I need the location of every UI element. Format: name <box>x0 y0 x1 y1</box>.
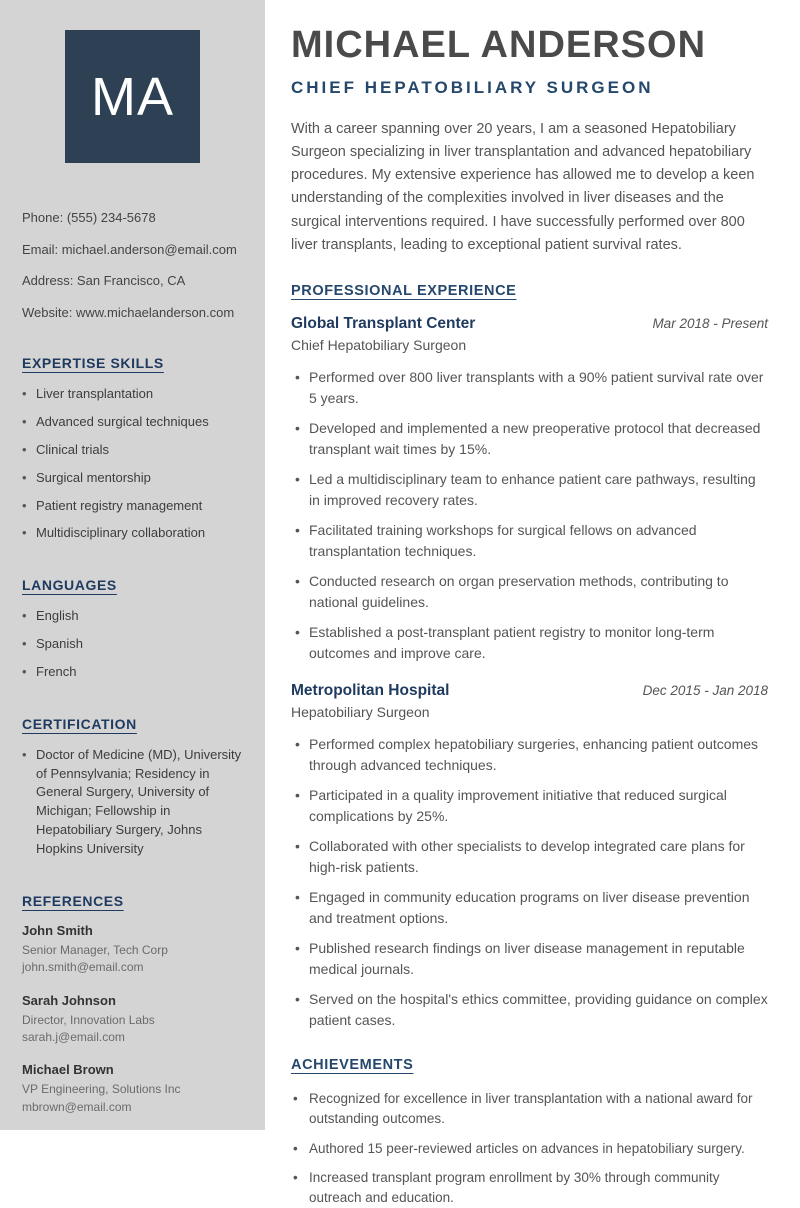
reference-title: Senior Manager, Tech Corp <box>22 942 168 957</box>
contact-email: Email: michael.anderson@email.com <box>22 241 237 257</box>
job-bullet: • Performed over 800 liver transplants with a 90% patient survival rate over 5 years. <box>291 367 768 409</box>
skills-heading: EXPERTISE SKILLS <box>22 355 164 372</box>
job-bullet-list <box>291 367 768 664</box>
job-header <box>291 315 768 333</box>
job-bullet: • Established a post-transplant patient registry to monitor long-term outcomes and improve care. <box>291 622 768 664</box>
job-bullet: • Led a multidisciplinary team to enhance patient care pathways, resulting in improved recovery rates. <box>291 469 768 511</box>
reference-item <box>22 1062 243 1116</box>
job-bullet: • Collaborated with other specialists to develop integrated care plans for high-risk patients. <box>291 836 768 878</box>
job-role: Chief Hepatobiliary Surgeon <box>291 337 467 354</box>
skill-item: • Liver transplantation <box>22 385 243 404</box>
monogram-badge <box>65 30 200 163</box>
languages-section <box>22 577 243 682</box>
job-bullet: • Published research findings on liver disease management in reputable medical journals. <box>291 938 768 980</box>
job-bullet: • Participated in a quality improvement initiative that reduced surgical complications by 25%. <box>291 785 768 827</box>
achievements-list <box>291 1089 768 1208</box>
language-item: • English <box>22 607 243 626</box>
certification-list <box>22 746 243 859</box>
achievement-bullet: • Recognized for excellence in liver transplantation with a national award for outstanding outcomes. <box>291 1089 768 1130</box>
languages-heading: LANGUAGES <box>22 577 117 594</box>
sidebar <box>0 0 265 1130</box>
references-section <box>22 893 243 1116</box>
company-name: Global Transplant Center <box>291 315 476 333</box>
skill-item: • Clinical trials <box>22 441 243 460</box>
reference-title: Director, Innovation Labs <box>22 1012 155 1027</box>
skill-item: • Advanced surgical techniques <box>22 413 243 432</box>
job-bullet: • Developed and implemented a new preoperative protocol that decreased transplant wait times by 15%. <box>291 418 768 460</box>
skill-item: • Patient registry management <box>22 497 243 516</box>
reference-email: mbrown@email.com <box>22 1099 132 1114</box>
languages-list <box>22 607 243 682</box>
skills-section <box>22 355 243 543</box>
contact-address: Address: San Francisco, CA <box>22 273 186 289</box>
person-job-title: CHIEF HEPATOBILIARY SURGEON <box>291 77 654 97</box>
job-bullet: • Performed complex hepatobiliary surgeries, enhancing patient outcomes through advanced techniques. <box>291 734 768 776</box>
reference-name: John Smith <box>22 922 93 938</box>
language-item: • French <box>22 663 243 682</box>
job-bullet: • Served on the hospital's ethics committee, providing guidance on complex patient cases. <box>291 989 768 1031</box>
reference-email: sarah.j@email.com <box>22 1030 125 1045</box>
job-role: Hepatobiliary Surgeon <box>291 704 430 721</box>
certification-section <box>22 716 243 859</box>
job-bullet: • Conducted research on organ preservation methods, contributing to national guidelines. <box>291 571 768 613</box>
main-content <box>265 0 800 1206</box>
job-header <box>291 682 768 700</box>
job-dates: Mar 2018 - Present <box>652 316 768 332</box>
reference-email: john.smith@email.com <box>22 960 144 975</box>
achievement-bullet: • Authored 15 peer-reviewed articles on advances in hepatobiliary surgery. <box>291 1139 768 1159</box>
certification-item: • Doctor of Medicine (MD), University of Pennsylvania; Residency in General Surgery, University of Michigan; Fellowship in Hepatobiliary Surgery, Johns Hopkins University <box>22 746 243 859</box>
achievement-bullet: • Increased transplant program enrollment by 30% through community outreach and education. <box>291 1168 768 1208</box>
job-entry <box>291 682 768 1031</box>
skill-item: • Surgical mentorship <box>22 469 243 488</box>
contact-phone: Phone: (555) 234-5678 <box>22 210 156 225</box>
company-name: Metropolitan Hospital <box>291 682 450 700</box>
reference-name: Sarah Johnson <box>22 992 116 1008</box>
reference-name: Michael Brown <box>22 1062 114 1078</box>
job-dates: Dec 2015 - Jan 2018 <box>642 683 768 699</box>
contact-website: Website: www.michaelanderson.com <box>22 304 235 320</box>
references-heading: REFERENCES <box>22 892 124 909</box>
reference-item <box>22 993 243 1047</box>
person-name: MICHAEL ANDERSON <box>291 24 707 66</box>
job-bullet: • Facilitated training workshops for surgical fellows on advanced transplantation techniques. <box>291 520 768 562</box>
skills-list <box>22 385 243 543</box>
experience-heading: PROFESSIONAL EXPERIENCE <box>291 283 517 300</box>
achievements-heading: ACHIEVEMENTS <box>291 1057 414 1074</box>
achievements-section <box>291 1057 768 1208</box>
job-bullet-list <box>291 734 768 1031</box>
summary-paragraph: With a career spanning over 20 years, I am a seasoned Hepatobiliary Surgeon specializing in liver transplantation and advanced hepatobiliary procedures. My extensive experience has allowed me to develop a keen understanding of the complexities involved in liver diseases and the surgical interventions required. I have successfully performed over 800 liver transplants, leading to exceptional patient survival rates. <box>291 120 755 253</box>
certification-heading: CERTIFICATION <box>22 715 137 732</box>
skill-item: • Multidisciplinary collaboration <box>22 524 243 543</box>
contact-block <box>22 209 243 321</box>
experience-section <box>291 283 768 1031</box>
job-entry <box>291 315 768 664</box>
language-item: • Spanish <box>22 635 243 654</box>
job-bullet: • Engaged in community education programs on liver disease prevention and treatment options. <box>291 887 768 929</box>
monogram-initials: MA <box>91 66 174 127</box>
reference-item <box>22 923 243 977</box>
reference-title: VP Engineering, Solutions Inc <box>22 1082 181 1097</box>
